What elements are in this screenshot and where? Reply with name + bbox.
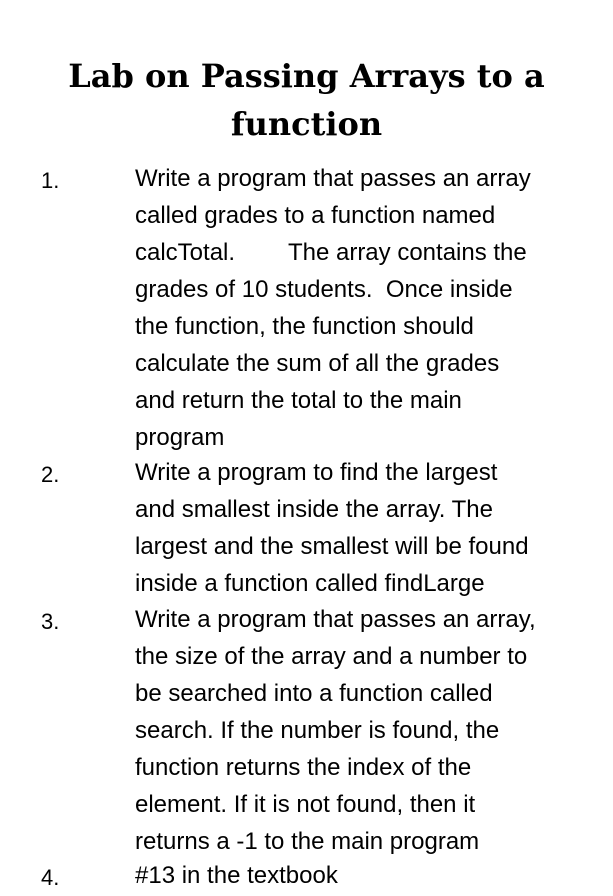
item-1-line: Write a program that passes an array <box>135 165 531 192</box>
item-3-line: returns a -1 to the main program <box>135 828 480 855</box>
item-1-line: calculate the sum of all the grades <box>135 350 500 377</box>
item-number-3: 3. <box>41 609 60 634</box>
item-1-line: calcTotal. The array contains the <box>135 239 527 266</box>
list-item-1 <box>135 160 613 456</box>
item-3-line: be searched into a function called <box>135 680 493 707</box>
item-3-line: the size of the array and a number to <box>135 643 528 670</box>
item-1-line: the function, the function should <box>135 313 474 340</box>
item-2-line: largest and the smallest will be found <box>135 533 529 560</box>
item-1-line: and return the total to the main <box>135 387 462 414</box>
item-number-1: 1. <box>41 168 60 193</box>
item-3-line: element. If it is not found, then it <box>135 791 476 818</box>
item-1-line: program <box>135 424 225 451</box>
list-item-3 <box>135 601 613 860</box>
item-2-line: inside a function called findLarge <box>135 570 485 597</box>
page-title <box>20 52 593 148</box>
title-line-1: Lab on Passing Arrays to a <box>68 57 545 95</box>
item-3-line: Write a program that passes an array, <box>135 606 536 633</box>
item-2-line: and smallest inside the array. The <box>135 496 493 523</box>
list-item-2 <box>135 454 613 602</box>
item-1-line: grades of 10 students. Once inside <box>135 276 513 303</box>
item-number-2: 2. <box>41 462 60 487</box>
item-2-line: Write a program to find the largest <box>135 459 498 486</box>
title-line-2: function <box>230 105 383 143</box>
item-4-line: #13 in the textbook <box>135 862 338 889</box>
item-number-4: 4. <box>41 865 60 890</box>
item-3-line: search. If the number is found, the <box>135 717 500 744</box>
item-3-line: function returns the index of the <box>135 754 472 781</box>
item-1-line: called grades to a function named <box>135 202 496 229</box>
list-item-4 <box>135 857 613 894</box>
